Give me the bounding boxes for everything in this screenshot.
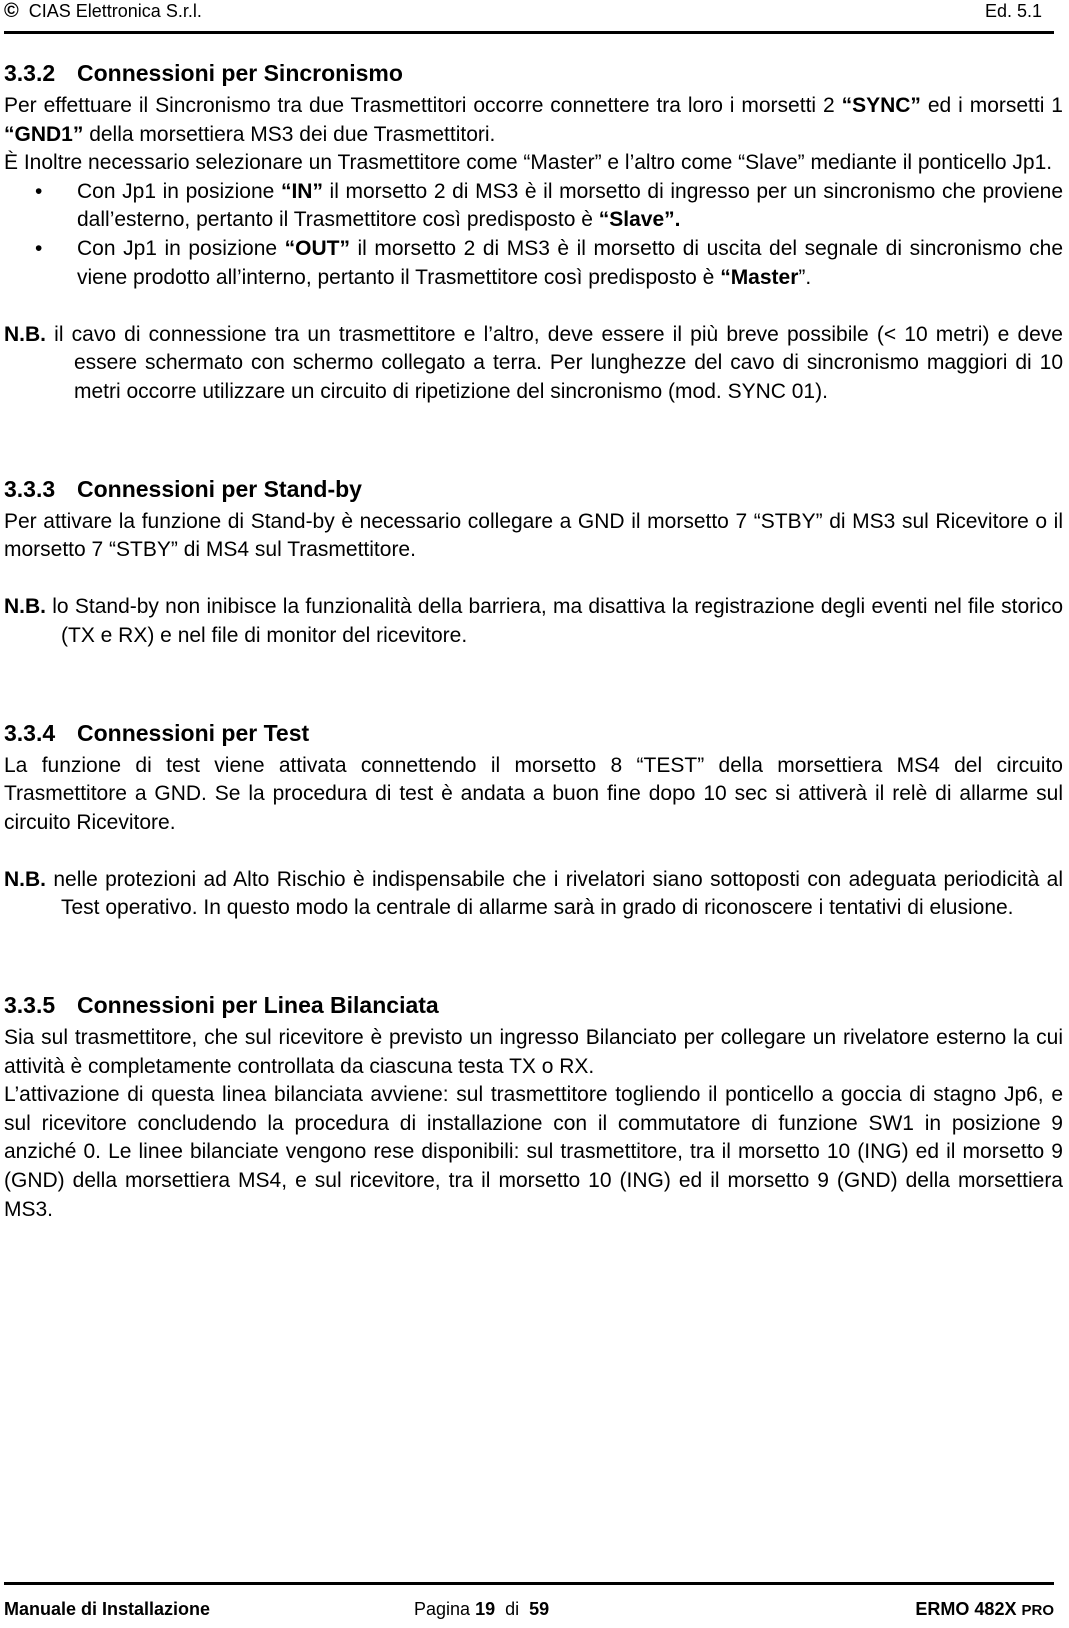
- note: N.B. nelle protezioni ad Alto Rischio è indispensabile che i rivelatori siano sottoposti con adeguata periodicità al Test operativo. In questo modo la centrale di allarme sarà in grado di riconoscere i tentativi di elusione.: [4, 867, 1063, 920]
- note: N.B. lo Stand-by non inibisce la funzionalità della barriera, ma disattiva la registrazione degli eventi nel file storico (TX e RX) e nel file di monitor del ricevitore.: [4, 595, 1063, 647]
- page-indicator: Pagina 19 di 59: [414, 1599, 550, 1619]
- section-number: 3.3.2: [4, 60, 56, 86]
- section-title: Connessioni per Test: [77, 719, 310, 746]
- bullet-icon: •: [35, 236, 43, 260]
- section-heading: [4, 58, 1063, 88]
- header-company: [4, 0, 202, 22]
- paragraph: È Inoltre necessario selezionare un Trasmettitore come “Master” e l’altro come “Slave” mediante il ponticello Jp1.: [4, 151, 1053, 175]
- section-heading: [4, 474, 1063, 504]
- section-title: Connessioni per Linea Bilanciata: [77, 992, 439, 1019]
- company-name: CIAS Elettronica S.r.l.: [28, 1, 202, 21]
- section-title: Connessioni per Stand-by: [77, 475, 362, 502]
- section-heading: [4, 718, 1063, 748]
- paragraph: La funzione di test viene attivata connettendo il morsetto 8 “TEST” della morsettiera MS4 del circuito Trasmettitore a GND. Se la procedura di test è andata a buon fine dopo 10 sec si attiverà il relè di allarme sul circuito Ricevitore.: [4, 753, 1063, 834]
- section-standby: [4, 474, 1063, 651]
- document-body: [4, 58, 1063, 1224]
- section-test: [4, 718, 1063, 924]
- paragraph: Per attivare la funzione di Stand-by è necessario collegare a GND il morsetto 7 “STBY” di MS3 sul Ricevitore o il morsetto 7 “STBY” di MS4 sul Trasmettitore.: [4, 509, 1063, 562]
- section-balanced-line: [4, 990, 1063, 1224]
- paragraph: Per effettuare il Sincronismo tra due Trasmettitori occorre connettere tra loro i morsetti 2 “SYNC” ed i morsetti 1 “GND1” della morsettiera MS3 dei due Trasmettitori.: [4, 94, 1063, 146]
- list-item: • Con Jp1 in posizione “IN” il morsetto 2 di MS3 è il morsetto di ingresso per un sincronismo che proviene dall’esterno, pertanto il Trasmettitore così predisposto è “Slave”.: [35, 179, 1064, 232]
- page-footer: [4, 1582, 1054, 1628]
- section-title: Connessioni per Sincronismo: [77, 60, 403, 86]
- edition-label: Ed. 5.1: [984, 1, 1042, 21]
- page-header: [4, 0, 1054, 34]
- bullet-icon: •: [35, 179, 43, 203]
- section-heading: [4, 990, 1063, 1020]
- paragraph: Sia sul trasmettitore, che sul ricevitore è previsto un ingresso Bilanciato per collegare un rivelatore esterno la cui attività è completamente controllata da ciascuna testa TX o RX.: [4, 1026, 1063, 1078]
- note: N.B. il cavo di connessione tra un trasmettitore e l’altro, deve essere il più breve possibile (< 10 metri) e deve essere schermato con schermo collegato a terra. Per lunghezze del cavo di sincronismo maggiori di 10 metri occorre utilizzare un circuito di ripetizione del sincronismo (mod. SYNC 01).: [4, 322, 1063, 403]
- section-number: 3.3.4: [4, 719, 56, 746]
- page-number: 19: [475, 1599, 496, 1619]
- manual-title: Manuale di Installazione: [4, 1599, 211, 1619]
- section-number: 3.3.3: [4, 475, 56, 502]
- section-sync: [4, 58, 1063, 407]
- copyright-icon: ©: [4, 0, 19, 22]
- list-item: • Con Jp1 in posizione “OUT” il morsetto 2 di MS3 è il morsetto di uscita del segnale di sincronismo che viene prodotto all’interno, pertanto il Trasmettitore così predisposto è “Master”.: [35, 236, 1063, 289]
- paragraph: L’attivazione di questa linea bilanciata avviene: sul trasmettitore togliendo il ponticello a goccia di stagno Jp6, e sul ricevitore concludendo la procedura di installazione con il commutatore di funzione SW1 in posizione 9 anziché 0. Le linee bilanciate vengono rese disponibili: sul trasmettitore, tra il morsetto 10 (ING) ed il morsetto 9 (GND) della morsettiera MS4, e sul ricevitore, tra il morsetto 10 (ING) ed il morsetto 9 (GND) della morsettiera MS3.: [4, 1083, 1063, 1221]
- section-number: 3.3.5: [4, 992, 56, 1019]
- total-pages: 59: [529, 1599, 550, 1619]
- bullet-list: [4, 178, 1063, 292]
- product-name: ERMO 482X PRO: [915, 1599, 1054, 1619]
